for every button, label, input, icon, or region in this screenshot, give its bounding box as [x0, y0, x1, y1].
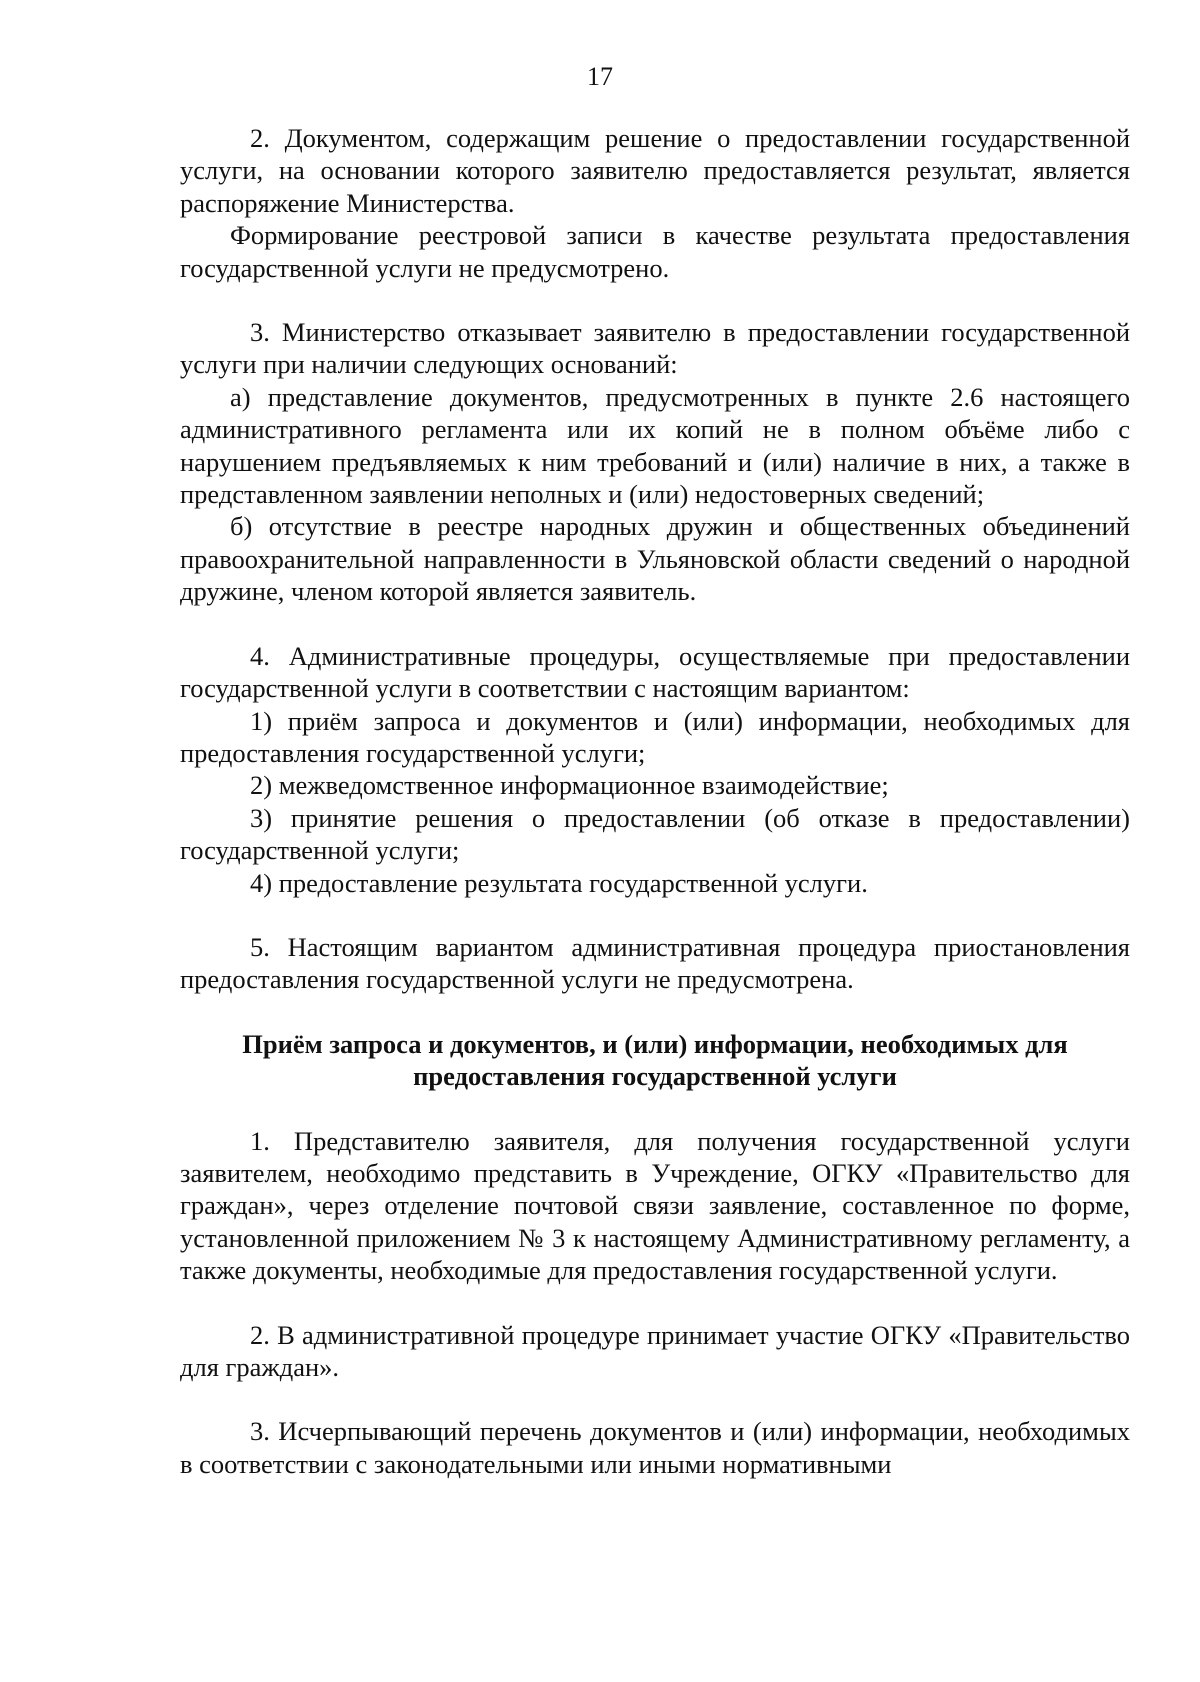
paragraph-result-document: 2. Документом, содержащим решение о предоставлении государственной услуги, на основании которого заявителю предоставляется результат, является распоряжение Министерства.: [180, 123, 1130, 218]
list-item-procedure-3: 3) принятие решения о предоставлении (об отказе в предоставлении) государственной услуги;: [180, 802, 1130, 866]
paragraph-admin-procedures: 4. Административные процедуры, осуществляемые при предоставлении государственной услуги в соответствии с настоящим вариантом:: [180, 640, 1130, 704]
section-heading-line-1: Приём запроса и документов, и (или) информации, необходимых для: [242, 1028, 1068, 1059]
paragraph-ogku-participation: 2. В административной процедуре принимает участие ОГКУ «Правительство для граждан».: [180, 1319, 1130, 1382]
list-item-procedure-2: 2) межведомственное информационное взаимодействие;: [250, 770, 889, 801]
page-number: 17: [587, 62, 613, 91]
paragraph-ground-b: б) отсутствие в реестре народных дружин и общественных объединений правоохранительной направленности в Ульяновской области сведений о народной дружине, членом которой является заявитель.: [180, 511, 1130, 607]
paragraph-representative-submission: 1. Представителю заявителя, для получения государственной услуги заявителем, необходимо представить в Учреждение, ОГКУ «Правительство для граждан», через отделение почтовой связи заявление, составленное по форме, установленной приложением № 3 к настоящему Административному регламенту, а также документы, необходимые для предоставления государственной услуги.: [180, 1125, 1130, 1286]
paragraph-registry-record: Формирование реестровой записи в качестве результата предоставления государственной услуги не предусмотрено.: [180, 220, 1130, 283]
section-heading-line-2: предоставления государственной услуги: [413, 1061, 897, 1092]
list-item-procedure-4: 4) предоставление результата государственной услуги.: [250, 867, 868, 898]
list-item-procedure-1: 1) приём запроса и документов и (или) информации, необходимых для предоставления государственной услуги;: [180, 705, 1130, 768]
paragraph-refusal-grounds: 3. Министерство отказывает заявителю в предоставлении государственной услуги при наличии следующих оснований:: [180, 317, 1130, 380]
section-heading: [180, 1028, 1130, 1093]
document-body: [180, 122, 1130, 1480]
paragraph-documents-list: 3. Исчерпывающий перечень документов и (или) информации, необходимых в соответствии с законодательными или иными нормативными: [180, 1416, 1130, 1479]
paragraph-suspension: 5. Настоящим вариантом административная процедура приостановления предоставления государственной услуги не предусмотрена.: [180, 931, 1130, 995]
paragraph-ground-a: а) представление документов, предусмотренных в пункте 2.6 настоящего административного регламента или их копий не в полном объёме либо с нарушением предъявляемых к ним требований и (или) наличие в них, а также в представленном заявлении неполных и (или) недостоверных сведений;: [180, 381, 1130, 510]
